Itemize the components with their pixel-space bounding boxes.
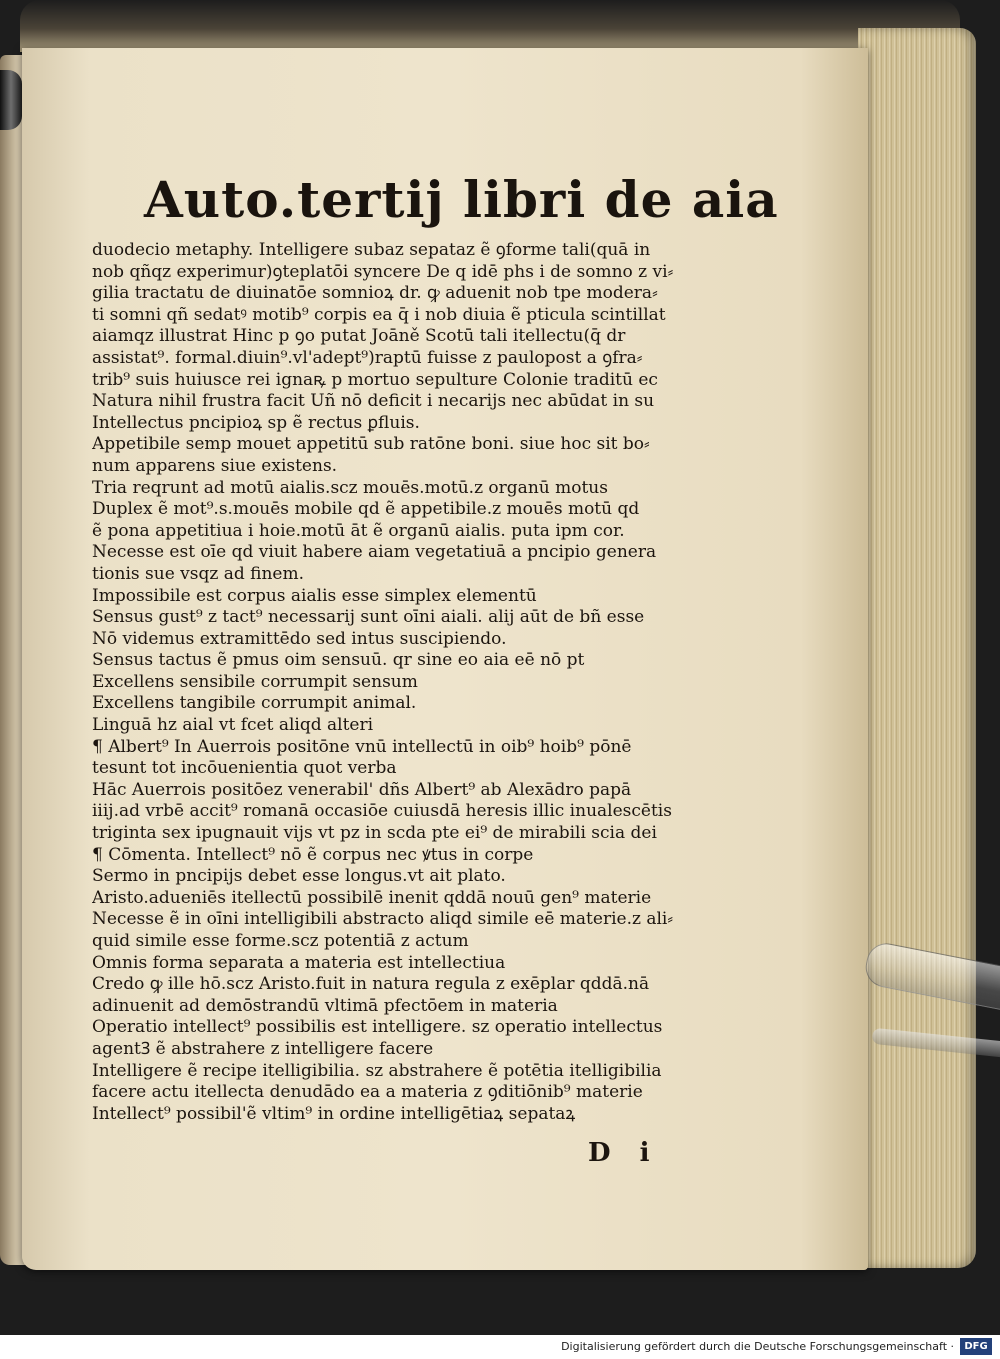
text-line: Necesse est oīe qd viuit habere aiam vegetatiuā a pncipio genera	[92, 542, 657, 563]
text-line: ẽ pona appetitiua i hoie.motū āt ẽ organū aialis. puta ipm cor.	[92, 520, 625, 541]
text-line: num apparens siue existens.	[92, 455, 338, 476]
text-line: gilia tractatu de diuinatōe somnioꝝ dr. ꝙ aduenit nob tpe modera⸗	[92, 283, 658, 304]
text-line: trib⁹ suis huiusce rei ignaꝶ p mortuo sepulture Colonie traditū ec	[92, 369, 658, 390]
page-heading: Auto.tertij libri de aia	[144, 170, 779, 229]
text-line: Aristo.adueniēs itellectū possibilē inenit qddā nouū gen⁹ materie	[92, 887, 652, 908]
text-line: Tria reqrunt ad motū aialis.scz mouēs.motū.z organū motus	[92, 477, 608, 498]
text-line: Excellens sensibile corrumpit sensum	[92, 671, 418, 692]
text-line: Necesse ẽ in oīni intelligibili abstracto aliqd simile eē materie.z ali⸗	[92, 909, 674, 930]
text-line: Natura nihil frustra facit Uñ nō deficit i necarijs nec abūdat in su	[92, 391, 655, 412]
text-line: triginta sex ipugnauit vijs vt pz in scda pte ei⁹ de mirabili scia dei	[92, 823, 657, 844]
book-top-edge	[20, 0, 960, 52]
text-line: Hāc Auerrois positōez venerabil' dñs Albert⁹ ab Alexādro papā	[92, 779, 632, 800]
text-line: Sensus tactus ẽ pmus oim sensuū. qr sine eo aia eē nō pt	[92, 650, 585, 671]
text-line: nob qñqz experimur)ꝯteplatōi syncere De q idē phs i de somno z vi⸗	[92, 261, 674, 282]
text-line: duodecio metaphy. Intelligere subaz sepataz ẽ ꝯforme tali(quā in	[92, 240, 651, 260]
text-line: facere actu itellecta denudādo ea a materia z ꝯditiōnib⁹ materie	[92, 1082, 643, 1103]
text-line: Omnis forma separata a materia est intellectiua	[92, 952, 506, 973]
text-line: Nō videmus extramittēdo sed intus suscipiendo.	[92, 628, 507, 649]
text-line: Operatio intellect⁹ possibilis est intelligere. sz operatio intellectus	[92, 1017, 663, 1038]
text-line: Linguā hz aial vt fcet aliqd alteri	[92, 715, 374, 736]
text-line: agentꝪ ẽ abstrahere z intelligere facere	[92, 1038, 434, 1059]
text-line: Sensus gust⁹ z tact⁹ necessarij sunt oīni aiali. alij aūt de bñ esse	[92, 607, 645, 628]
text-line: Appetibile semp mouet appetitū sub ratōne boni. siue hoc sit bo⸗	[92, 434, 650, 455]
text-line: iiij.ad vrbē accit⁹ romanā occasiōe cuiusdā heresis illic inualescētis	[92, 801, 672, 822]
page-text	[92, 240, 692, 1125]
text-line: Sermo in pncipijs debet esse longus.vt ait plato.	[92, 866, 506, 887]
footer-bar	[0, 1335, 1000, 1359]
text-line: Credo ꝙ ille hō.scz Aristo.fuit in natura regula z exēplar qddā.nā	[92, 974, 650, 995]
text-line: ti somni qñ sedatꝰ motib⁹ corpis ea q̄ i nob diuia ẽ pticula scintillat	[92, 304, 666, 325]
text-line: Intellect⁹ possibil'ẽ vltim⁹ in ordine intelligētiaꝝ sepataꝝ	[92, 1103, 576, 1124]
book-page	[22, 48, 868, 1270]
signature-mark: D i	[588, 1138, 660, 1168]
text-line: assistat⁹. formal.diuin⁹.vl'adept⁹)raptū fuisse z paulopost a ꝯfra⸗	[92, 347, 643, 368]
text-line: Excellens tangibile corrumpit animal.	[92, 693, 417, 714]
footer-credit: Digitalisierung gefördert durch die Deutsche Forschungsgemeinschaft ·	[561, 1340, 954, 1353]
text-line: quid simile esse forme.scz potentiā z actum	[92, 931, 469, 951]
text-line: Intellectus pncipioꝝ sp ẽ rectus ꝑfluis.	[92, 412, 420, 433]
text-line: tionis sue vsqz ad finem.	[92, 563, 305, 584]
dfg-logo: DFG	[960, 1338, 992, 1355]
text-line: adinuenit ad demōstrandū vltimā pfectōem in materia	[92, 995, 558, 1016]
text-line: ¶ Cōmenta. Intellect⁹ nō ẽ corpus nec ꝟtus in corpe	[92, 844, 534, 865]
text-line: Duplex ẽ mot⁹.s.mouēs mobile qd ẽ appetibile.z mouēs motū qd	[92, 499, 640, 520]
text-line: aiamqz illustrat Hinc p ꝯo putat Joāně Scotū tali itellectu(q̄ dr	[92, 326, 626, 347]
book-clasp	[0, 70, 22, 130]
text-line: Impossibile est corpus aialis esse simplex elementū	[92, 585, 537, 606]
text-line: tesunt tot incōuenientia quot verba	[92, 758, 397, 779]
page-stack	[858, 28, 976, 1268]
text-line: Intelligere ẽ recipe itelligibilia. sz abstrahere ẽ potētia itelligibilia	[92, 1060, 662, 1081]
text-line: ¶ Albert⁹ In Auerrois positōne vnū intellectū in oib⁹ hoib⁹ pōnē	[92, 736, 632, 757]
